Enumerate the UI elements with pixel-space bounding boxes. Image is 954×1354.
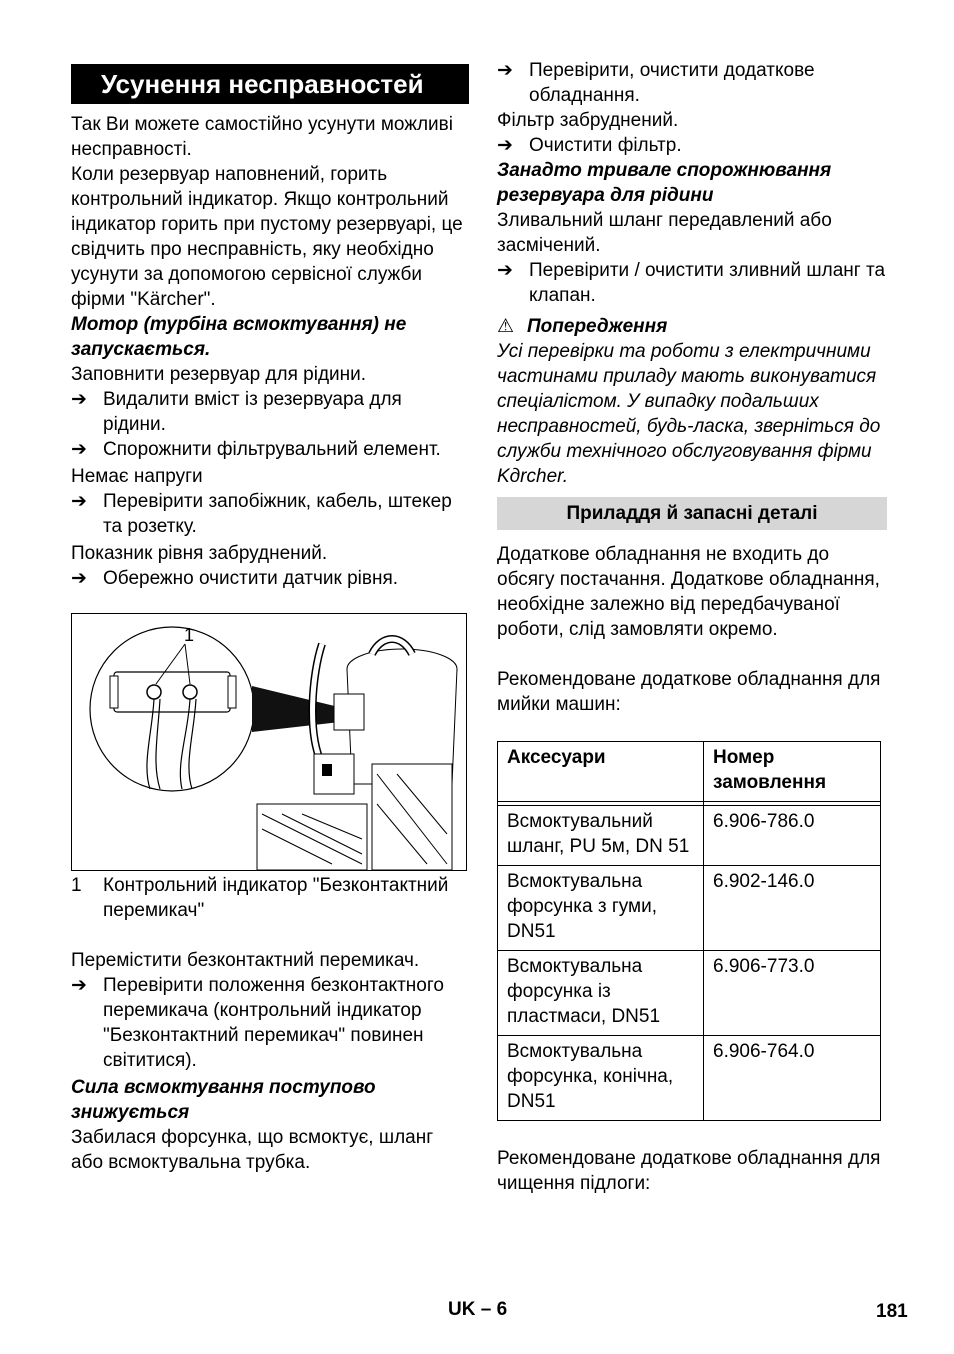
accessories-heading: Приладдя й запасні деталі (497, 497, 887, 530)
arrow-icon: ➔ (71, 389, 87, 410)
move-switch-text: Перемістити безконтактний перемикач. (71, 950, 420, 971)
level-sensor-text: Показник рівня забруднений. (71, 543, 328, 564)
action-item: ➔ Перевірити / очистити зливний шланг та клапан. (497, 260, 886, 306)
filter-text: Фільтр забруднений. (497, 110, 679, 131)
action-item: ➔ Перевірити, очистити додаткове обладнання. (497, 60, 815, 106)
arrow-icon: ➔ (497, 135, 513, 156)
car-wash-text: Рекомендоване додаткове обладнання для мийки машин: (497, 669, 881, 715)
intro-paragraph: Так Ви можете самостійно усунути можливі несправності. (71, 114, 453, 160)
arrow-icon: ➔ (497, 260, 513, 281)
warning-icon: ⚠ (497, 316, 515, 337)
device-illustration (71, 613, 467, 871)
action-item: ➔ Спорожнити фільтрувальний елемент. (71, 439, 441, 460)
table-row: Всмоктувальний шланг, PU 5м, DN 51 6.906-786.0 (498, 806, 881, 866)
table-header-cell: Номер замовлення (704, 742, 881, 802)
section-heading-troubleshooting: Усунення несправностей (71, 64, 469, 104)
long-drain-title: Занадто тривале спорожнювання резервуара для рідини (497, 160, 832, 206)
suction-fault-text: Забилася форсунка, що всмоктує, шланг або всмоктувальна трубка. (71, 1127, 434, 1173)
arrow-icon: ➔ (71, 491, 87, 512)
motor-fault-title: Мотор (турбіна всмоктування) не запускається. (71, 314, 407, 360)
page-number: 181 (876, 1301, 908, 1322)
table-row: Всмоктувальна форсунка з гуми, DN51 6.902-146.0 (498, 866, 881, 951)
action-item: ➔ Видалити вміст із резервуара для рідини. (71, 389, 402, 435)
accessories-table (497, 741, 881, 1121)
action-item: ➔ Перевірити запобіжник, кабель, штекер та розетку. (71, 491, 452, 537)
no-voltage-text: Немає напруги (71, 466, 203, 487)
action-item: ➔ Перевірити положення безконтактного перемикача (контрольний індикатор "Безконтактний перемикач" повинен світитися). (71, 975, 444, 1071)
arrow-icon: ➔ (71, 568, 87, 589)
figure-callout: 1 (184, 625, 195, 645)
arrow-icon: ➔ (497, 60, 513, 81)
vacuum-diagram (72, 614, 466, 870)
fill-tank-text: Заповнити резервуар для рідини. (71, 364, 367, 385)
table-header-cell: Аксесуари (498, 742, 704, 802)
action-item: ➔ Очистити фільтр. (497, 135, 682, 156)
long-drain-text: Зливальний шланг передавлений або засмічений. (497, 210, 832, 256)
arrow-icon: ➔ (71, 439, 87, 460)
table-row: Всмоктувальна форсунка із пластмаси, DN51 6.906-773.0 (498, 951, 881, 1036)
footer-section-label: UK – 6 (448, 1299, 508, 1320)
table-header-row (498, 742, 881, 802)
right-column (497, 58, 887, 1196)
suction-fault-title: Сила всмоктування поступово знижується (71, 1077, 376, 1123)
warning-text: Усі перевірки та роботи з електричними частинами приладу мають виконуватися спеціалістом. У випадку подальших несправностей, будь-ласка, зверніться до служби технічного обслуговування фірми Kдrcher. (497, 341, 881, 487)
indicator-paragraph: Коли резервуар наповнений, горить контрольний індикатор. Якщо контрольний індикатор горить при пустому резервуарі, це свідчить про несправність, яку необхідно усунути за допомогою сервісної служби фірми "Kärcher". (71, 164, 463, 310)
left-column (71, 58, 469, 1175)
warning-title: ⚠ Попередження (497, 316, 668, 337)
table-row: Всмоктувальна форсунка, конічна, DN51 6.906-764.0 (498, 1036, 881, 1121)
action-item: ➔ Обережно очистити датчик рівня. (71, 568, 399, 589)
figure-legend: 1 Контрольний індикатор "Безконтактний перемикач" (71, 875, 449, 921)
accessories-text: Додаткове обладнання не входить до обсягу постачання. Додаткове обладнання, необхідне залежно від передбачуваної роботи, слід замовляти окремо. (497, 544, 880, 640)
arrow-icon: ➔ (71, 975, 87, 996)
floor-cleaning-text: Рекомендоване додаткове обладнання для чищення підлоги: (497, 1148, 881, 1194)
